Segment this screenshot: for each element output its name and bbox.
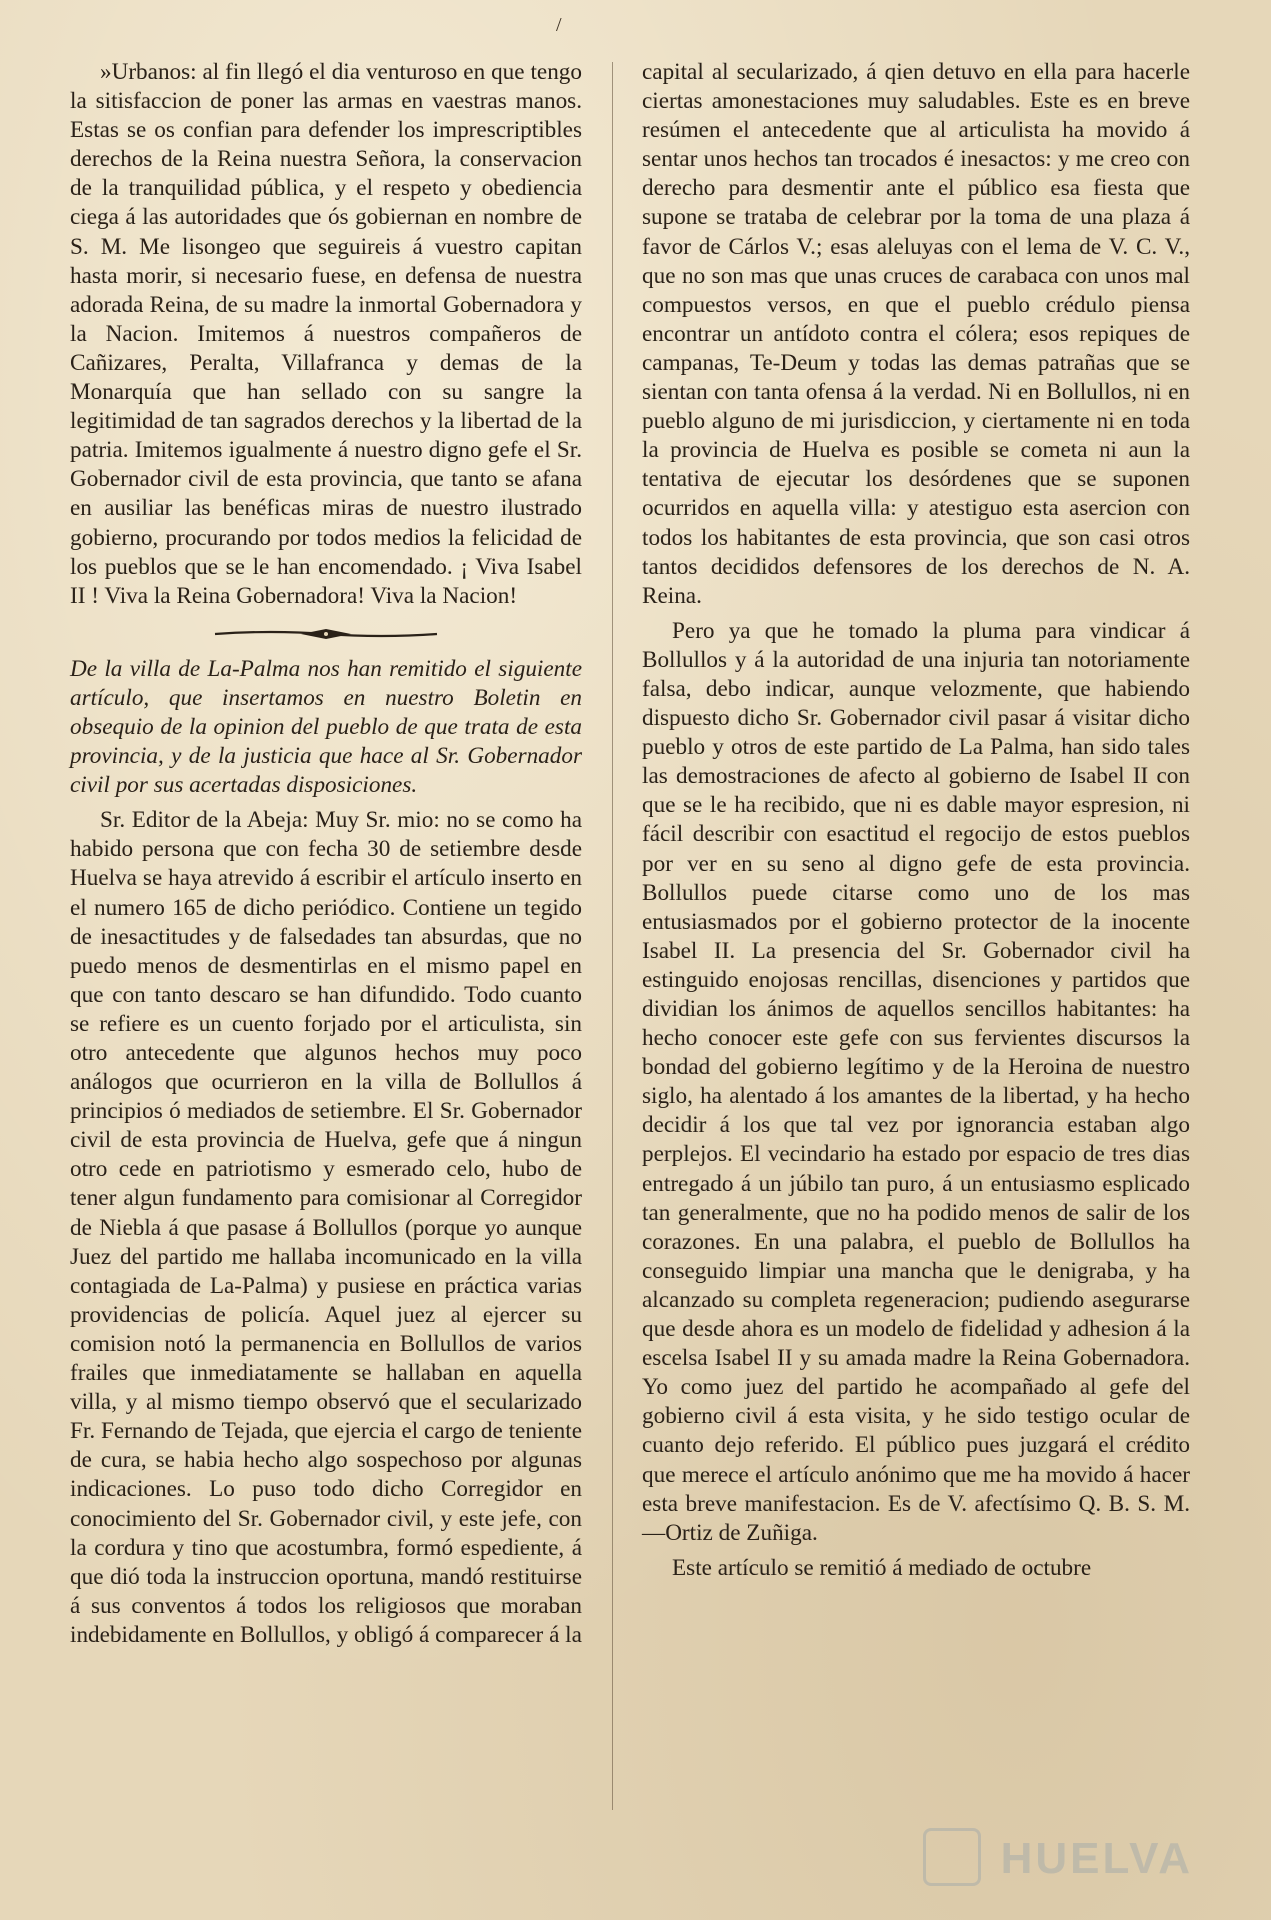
page-folio-mark: /	[556, 14, 562, 36]
editorial-introduction: De la villa de La-Palma nos han remitido el siguiente artículo, que insertamos en nuestro Boletin en obsequio de la opinion del pueblo de que trata de esta provincia, y de la justicia que hace al Sr. Gobernador civil por sus acertadas disposiciones.	[70, 655, 582, 799]
left-column	[70, 58, 582, 1890]
closing-note: Este artículo se remitió á mediado de octubre	[672, 1554, 1092, 1581]
letter-paragraph: Sr. Editor de la Abeja: Muy Sr. mio: no se como ha habido persona que con fecha 30 de setiembre desde Huelva se haya atrevido á escribir el artículo inserto en el numero 165 de dicho periódico. Contiene un tegido de inesactitudes y de falsedades tan absurdas, que no puedo menos de desmentirlas en el mismo papel en que con tanto descaro se han difundido. Todo cuanto se refiere es un cuento forjado por el articulista, sin otro antecedente que algunos hechos muy poco análogos que ocurrieron en la villa de Bollullos á principios ó mediados de setiembre. El Sr. Gobernador civil de esta provincia de Huelva, gefe que á ningun otro cede en patriotismo y esmerado celo, hubo de tener algun fundamento para comisionar al Corregidor de Niebla á que pasase á Bollullos (porque yo aunque Juez del partido me hallaba incomunicado en la villa contagiada de La-Palma) y pusiese en práctica varias providencias de policía. Aquel juez al ejercer su comision notó la permanencia en Bollullos de varios frailes que inmediatamente se hallaban en aquella villa, y al mismo tiempo observó que el secularizado Fr. Fernando de Tejada, que ejercia el cargo de teniente de cura, se habia hecho algo sospechoso por algunas indicaciones. Lo puso todo dicho Corregidor en conocimiento del Sr. Gobernador civil, y este jefe, con la cordura y tino que acostumbra, formó espediente, á que dió toda la instruccion oportuna, mandó restituirse á sus conventos á todos los religiosos que moraban indebidamente en Bollullos, y obligó á comparecer á la	[70, 807, 582, 1648]
archive-watermark: HUELVA	[1000, 1834, 1193, 1883]
column-rule	[612, 62, 613, 1810]
archive-seal-icon	[923, 1828, 981, 1886]
letter-vindication-paragraph: Pero ya que he tomado la pluma para vindicar á Bollullos y á la autoridad de una injuria tan notoriamente falsa, debo indicar, aunque velozmente, que habiendo dispuesto dicho Sr. Gobernador civil pasar á visitar dicho pueblo y otros de este partido de La Palma, han sido tales las demostraciones de afecto al gobierno de Isabel II con que se le ha recibido, que ni es dable mayor espresion, ni fácil describir con esactitud el regocijo de estos pueblos por ver en su seno al digno gefe de esta provincia. Bollullos puede citarse como uno de los mas entusiasmados por el gobierno protector de la inocente Isabel II. La presencia del Sr. Gobernador civil ha estinguido enojosas rencillas, disenciones y partidos que dividian los ánimos de aquellos sencillos habitantes: ha hecho conocer este gefe con sus fervientes discursos la bondad del gobierno legítimo y de la Heroina de nuestro siglo, ha alentado á los amantes de la libertad, y ha hecho decidir á los que tal vez por ignorancia estaban algo perplejos. El vecindario ha estado por espacio de tres dias entregado á un júbilo tan puro, á un entusiasmo esplicado tan generalmente, que no ha podido menos de salir de los corazones. En una palabra, el pueblo de Bollullos ha conseguido limpiar una mancha que le denigraba, y ha alcanzado su completa regeneracion; pudiendo asegurarse que desde ahora es un modelo de fidelidad y adhesion á la escelsa Isabel II y su amada madre la Reina Gobernadora. Yo como juez del partido he acompañado al gefe del gobierno civil á esta visita, y he sido testigo ocular de cuanto dejo referido. El público pues juzgará el crédito que merece el artículo anónimo que me ha movido á hacer esta breve manifestacion. Es de V. afectísimo Q. B. S. M.—Ortiz de Zuñiga.	[642, 617, 1190, 1546]
right-column	[642, 58, 1190, 1890]
proclamation-paragraph: »Urbanos: al fin llegó el dia venturoso en que tengo la sitisfaccion de poner las armas en vaestras manos. Estas se os confian para defender los imprescriptibles derechos de la Reina nuestra Señora, la conservacion de la tranquilidad pública, y el respeto y obediencia ciega á las autoridades que ós gobiernan en nombre de S. M. Me lisongeo que seguireis á vuestro capitan hasta morir, si necesario fuese, en defensa de nuestra adorada Reina, de su madre la inmortal Gobernadora y la Nacion. Imitemos á nuestros compañeros de Cañizares, Peralta, Villafranca y demas de la Monarquía que han sellado con su sangre la legitimidad de tan sagrados derechos y la libertad de la patria. Imitemos igualmente á nuestro digno gefe el Sr. Gobernador civil de esta provincia, que tanto se afana en ausiliar las benéficas miras de nuestro ilustrado gobierno, procurando por todos medios la felicidad de los pueblos que se le han encomendado. ¡ Viva Isabel II ! Viva la Reina Gobernadora! Viva la Nacion!	[70, 59, 582, 609]
letter-continuation-paragraph: capital al secularizado, á qien detuvo en ella para hacerle ciertas amonestaciones muy saludables. Este es en breve resúmen el antecedente que al articulista ha movido á sentar unos hechos tan trocados é inesactos: y me creo con derecho para desmentir ante el público esa fiesta que supone se trataba de celebrar por la toma de una plaza á favor de Cárlos V.; esas aleluyas con el lema de V. C. V., que no son mas que unas cruces de carabaca con unos mal compuestos versos, en que el pueblo crédulo piensa encontrar un antídoto contra el cólera; esos repiques de campanas, Te-Deum y todas las demas patrañas que se sientan con tanta ofensa á la verdad. Ni en Bollullos, ni en pueblo alguno de mi jurisdiccion, y ciertamente ni en toda la provincia de Huelva es posible se cometa ni aun la tentativa de ejecutar los desórdenes que se suponen ocurridos en aquella villa: y atestiguo esta asercion con todos los habitantes de esta provincia, que son casi otros tantos decididos defensores de los derechos de N. A. Reina.	[642, 59, 1190, 609]
section-divider-flourish	[211, 627, 441, 641]
